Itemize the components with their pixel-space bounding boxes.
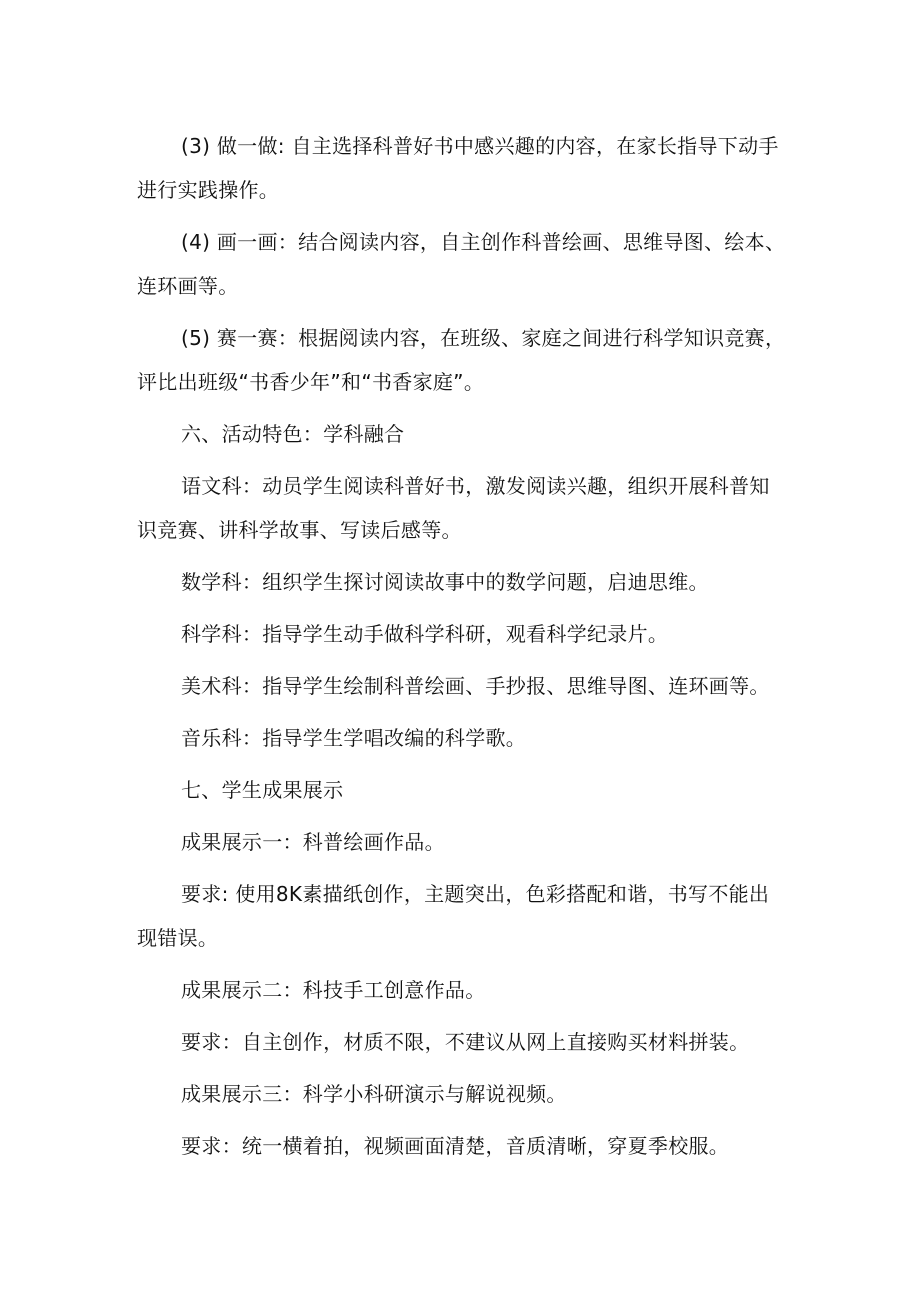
- paragraph-result-1: 成果展示一：科普绘画作品。: [181, 830, 445, 854]
- section-heading-activity-features: 六、活动特色：学科融合: [181, 422, 405, 446]
- paragraph-science-subject: 科学科：指导学生动手做科学科研，观看科学纪录片。: [181, 622, 669, 646]
- paragraph-art-subject: 美术科：指导学生绘制科普绘画、手抄报、思维导图、连环画等。: [181, 674, 770, 698]
- paragraph-item-5-compete: (5) 赛一赛：根据阅读内容，在班级、家庭之间进行科学知识竞赛，评比出班级“书香少年”和“书香家庭”。: [137, 326, 786, 394]
- paragraph-result-3: 成果展示三：科学小科研演示与解说视频。: [181, 1082, 567, 1106]
- section-heading-student-results: 七、学生成果展示: [181, 778, 344, 802]
- paragraph-music-subject: 音乐科：指导学生学唱改编的科学歌。: [181, 726, 527, 750]
- paragraph-result-2-requirement: 要求：自主创作，材质不限，不建议从网上直接购买材料拼装。: [181, 1030, 750, 1054]
- paragraph-item-4-draw: (4) 画一画：结合阅读内容，自主创作科普绘画、思维导图、绘本、连环画等。: [137, 230, 786, 298]
- document-body: [137, 124, 789, 1168]
- paragraph-item-3-do: (3) 做一做: 自主选择科普好书中感兴趣的内容，在家长指导下动手进行实践操作。: [137, 134, 779, 202]
- paragraph-result-3-requirement: 要求：统一横着拍，视频画面清楚，音质清晰，穿夏季校服。: [181, 1134, 730, 1158]
- paragraph-result-1-requirement: 要求: 使用8K素描纸创作，主题突出，色彩搭配和谐，书写不能出现错误。: [137, 882, 770, 950]
- paragraph-math-subject: 数学科：组织学生探讨阅读故事中的数学问题，启迪思维。: [181, 570, 709, 594]
- paragraph-chinese-subject: 语文科：动员学生阅读科普好书，激发阅读兴趣，组织开展科普知识竞赛、讲科学故事、写读后感等。: [137, 474, 770, 542]
- paragraph-result-2: 成果展示二：科技手工创意作品。: [181, 978, 486, 1002]
